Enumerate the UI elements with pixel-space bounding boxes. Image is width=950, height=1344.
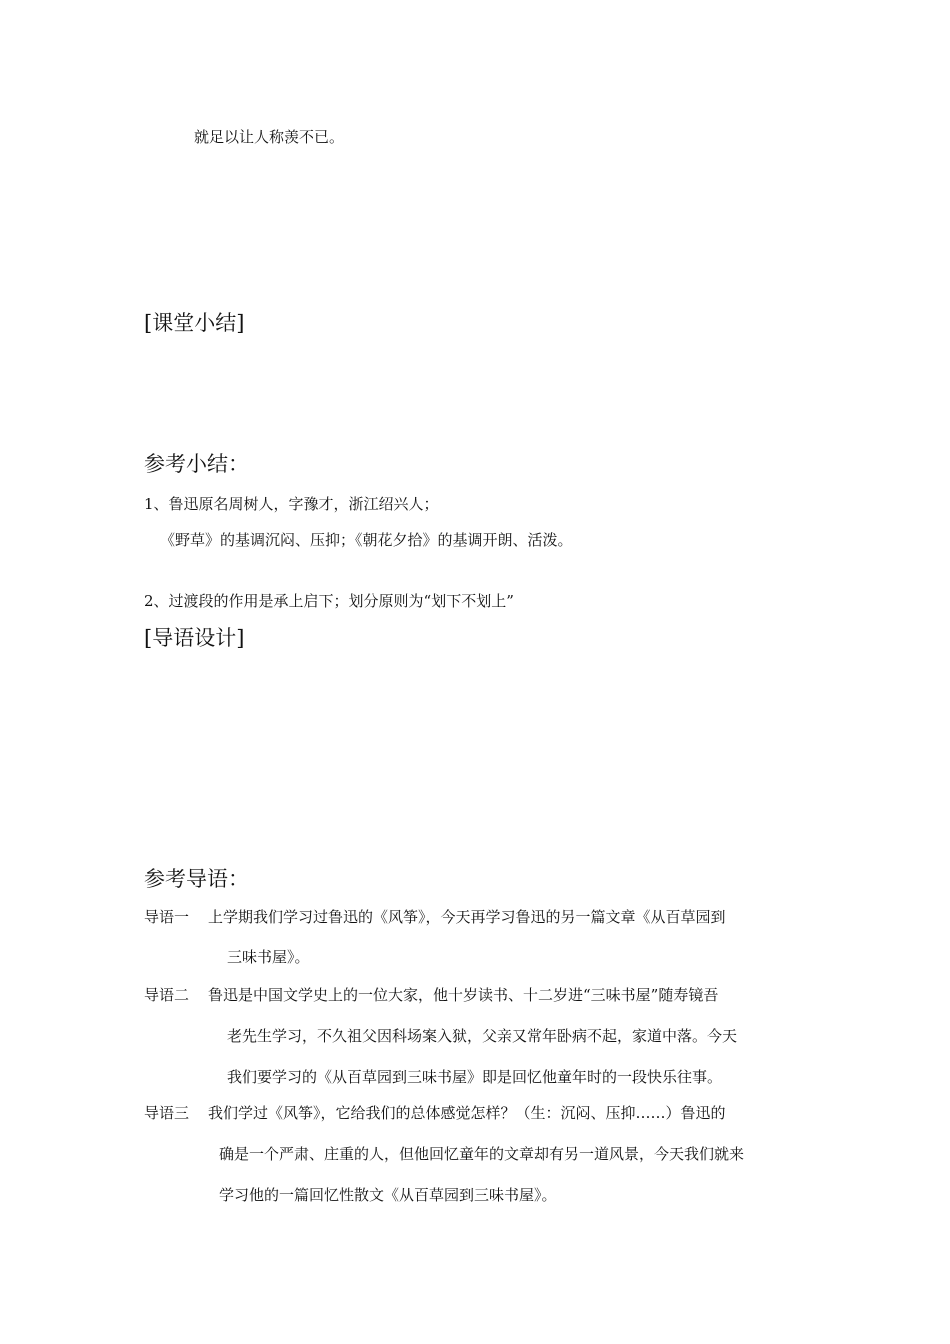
intro-label-2: 导语二 bbox=[144, 986, 190, 1004]
intro-1-line-1: 上学期我们学习过鲁迅的《风筝》，今天再学习鲁迅的另一篇文章《从百草园到 bbox=[208, 908, 726, 926]
intro-2-line-3: 我们要学习的《从百草园到三味书屋》即是回忆他童年时的一段快乐往事。 bbox=[227, 1068, 723, 1086]
summary-item-2: 2、过渡段的作用是承上启下；划分原则为“划下不划上” bbox=[144, 592, 514, 610]
intro-3-line-3: 学习他的一篇回忆性散文《从百草园到三味书屋》。 bbox=[219, 1186, 557, 1204]
reference-summary-title: 参考小结： bbox=[144, 452, 249, 476]
intro-label-1: 导语一 bbox=[144, 908, 190, 926]
intro-2-line-2: 老先生学习，不久祖父因科场案入狱，父亲又常年卧病不起，家道中落。今天 bbox=[227, 1027, 738, 1045]
intro-3-line-1: 我们学过《风筝》，它给我们的总体感觉怎样？（生：沉闷、压抑……）鲁迅的 bbox=[208, 1104, 726, 1122]
section-heading-summary: [课堂小结] bbox=[144, 311, 245, 335]
summary-item-1: 1、鲁迅原名周树人，字豫才，浙江绍兴人； bbox=[144, 495, 439, 513]
intro-1-line-2: 三味书屋》。 bbox=[227, 948, 310, 966]
intro-3-line-2: 确是一个严肃、庄重的人，但他回忆童年的文章却有另一道风景，今天我们就来 bbox=[219, 1145, 745, 1163]
section-heading-intro: [导语设计] bbox=[144, 626, 245, 650]
intro-label-3: 导语三 bbox=[144, 1104, 190, 1122]
intro-2-line-1: 鲁迅是中国文学史上的一位大家，他十岁读书、十二岁进“三味书屋”随寿镜吾 bbox=[208, 986, 719, 1004]
continuation-line: 就足以让人称羡不已。 bbox=[194, 128, 345, 146]
summary-item-1-cont: 《野草》的基调沉闷、压抑；《朝花夕拾》的基调开朗、活泼。 bbox=[160, 531, 573, 549]
reference-intro-title: 参考导语： bbox=[144, 867, 249, 891]
